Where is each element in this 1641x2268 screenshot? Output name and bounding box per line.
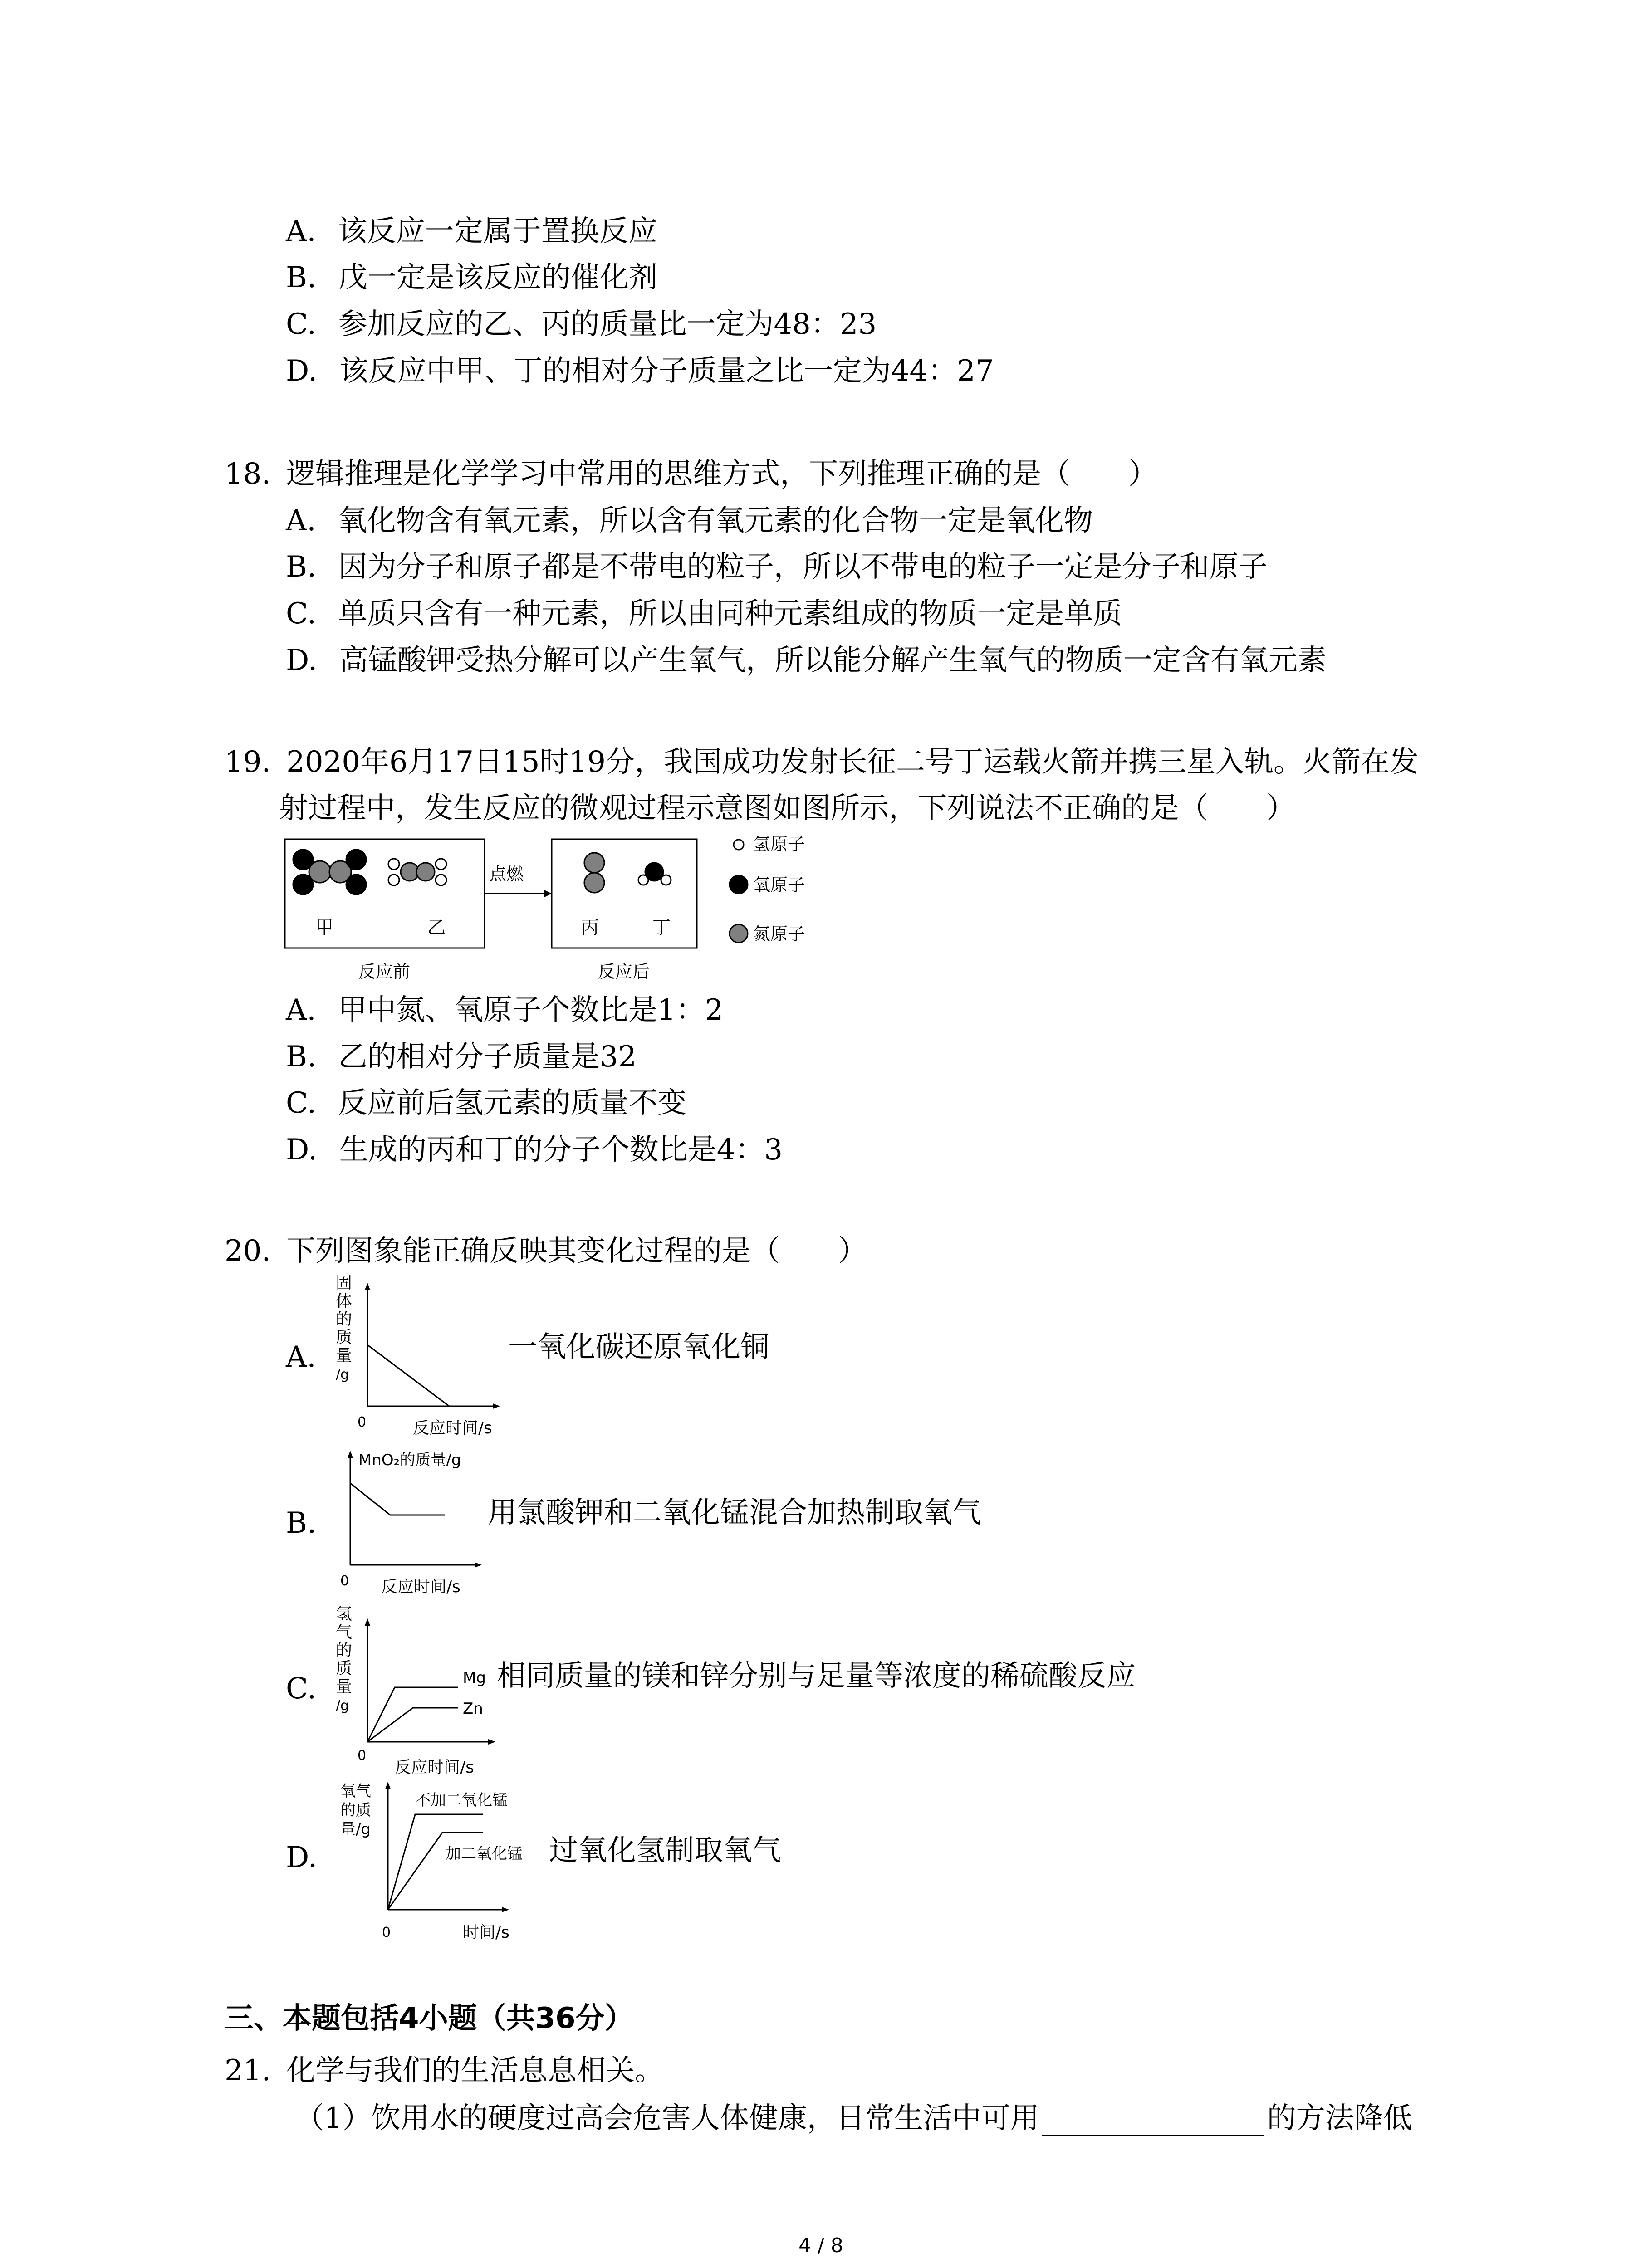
- option-text: 戊一定是该反应的催化剂: [338, 261, 658, 294]
- series-mno2: 加二氧化锰: [446, 1845, 523, 1863]
- q18-option-a: [286, 503, 1093, 539]
- option-text: 反应前后氢元素的质量不变: [338, 1086, 687, 1120]
- label-bing: 丙: [581, 917, 599, 938]
- ylabel-char: 的: [336, 1641, 353, 1660]
- option-label: D.: [286, 354, 318, 388]
- q20-option-d-label: D.: [286, 1841, 318, 1874]
- ylabel-line: 量/g: [340, 1820, 371, 1838]
- q19-option-b: [286, 1039, 637, 1075]
- option-label: A.: [286, 504, 316, 538]
- question-number: 18.: [225, 457, 271, 491]
- question-number: 20.: [225, 1234, 271, 1268]
- graph-a: [327, 1270, 517, 1447]
- ylabel-line: 的质: [340, 1801, 371, 1819]
- q17-option-d: [286, 353, 994, 389]
- molecule-ding: [638, 863, 671, 885]
- sub-question-text: （1）饮用水的硬度过高会危害人体健康，日常生活中可用: [295, 2102, 1039, 2135]
- option-text: 乙的相对分子质量是32: [338, 1040, 637, 1074]
- q19-stem-line1: [225, 744, 1419, 780]
- x-axis-arrow: [502, 1907, 509, 1912]
- molecule-yi: [388, 859, 446, 885]
- legend-oxygen-swatch: [730, 875, 748, 894]
- graph-c: [327, 1601, 508, 1778]
- ylabel-char: 体: [336, 1292, 353, 1310]
- legend: [730, 840, 748, 943]
- legend-nitrogen-swatch: [730, 924, 748, 943]
- y-axis-arrow: [385, 1782, 391, 1789]
- y-axis-arrow: [365, 1283, 370, 1290]
- question-number: 21.: [225, 2054, 271, 2087]
- graph-c-zn-line: [367, 1708, 458, 1742]
- q18-stem: [225, 456, 1157, 492]
- section-title: 三、本题包括4小题（共36分）: [225, 2002, 634, 2035]
- page-number: 4 / 8: [798, 2234, 843, 2257]
- option-label: A.: [286, 993, 316, 1027]
- sub-question-text: 的方法降低: [1267, 2102, 1412, 2135]
- option-label: C.: [286, 308, 317, 341]
- q20-stem: [225, 1233, 867, 1269]
- option-text: 氧化物含有氧元素，所以含有氧元素的化合物一定是氧化物: [338, 504, 1093, 538]
- ylabel-line: 氧气: [340, 1782, 371, 1800]
- q17-option-b: [286, 259, 658, 296]
- option-label: A.: [286, 215, 316, 248]
- origin: 0: [358, 1748, 367, 1764]
- molecule-bing: [584, 853, 604, 893]
- before-box: [285, 839, 485, 948]
- origin: 0: [358, 1414, 367, 1430]
- option-label: D.: [286, 644, 318, 677]
- option-label: D.: [286, 1133, 318, 1167]
- label-ding: 丁: [652, 917, 671, 938]
- q19-option-a: [286, 992, 723, 1028]
- series-no-mno2: 不加二氧化锰: [415, 1791, 508, 1809]
- option-label: B.: [286, 550, 317, 584]
- q20-option-a-text: 一氧化碳还原氧化铜: [508, 1330, 769, 1364]
- arrow-head: [544, 890, 552, 897]
- ylabel-char: 气: [336, 1623, 353, 1642]
- arrow-label: 点燃: [489, 864, 524, 884]
- reaction-micro-diagram: [281, 835, 871, 989]
- legend-hydrogen: 氢原子: [753, 835, 805, 854]
- xlabel: 反应时间/s: [381, 1578, 460, 1596]
- question-text: 逻辑推理是化学学习中常用的思维方式，下列推理正确的是（ ）: [286, 457, 1158, 491]
- q18-option-c: [286, 596, 1122, 632]
- option-text: 参加反应的乙、丙的质量比一定为48：23: [338, 308, 877, 341]
- q17-option-a: [286, 213, 657, 249]
- graph-a-line: [367, 1345, 449, 1406]
- question-text: 下列图象能正确反映其变化过程的是（ ）: [286, 1234, 867, 1268]
- q19-stem-line2: 射过程中，发生反应的微观过程示意图如图所示，下列说法不正确的是（ ）: [279, 792, 1295, 825]
- x-axis-arrow: [493, 1403, 500, 1409]
- graph-c-mg-line: [367, 1687, 458, 1742]
- xlabel: 反应时间/s: [395, 1758, 474, 1777]
- q21-sub1: [295, 2100, 1412, 2136]
- legend-nitrogen: 氮原子: [753, 924, 805, 944]
- legend-hydrogen-swatch: [734, 840, 744, 850]
- xlabel: 反应时间/s: [413, 1419, 492, 1437]
- legend-oxygen: 氧原子: [753, 875, 805, 895]
- origin: 0: [382, 1925, 391, 1941]
- ylabel-char: /g: [336, 1698, 349, 1714]
- ylabel-char: /g: [336, 1367, 349, 1383]
- q18-option-b: [286, 549, 1268, 585]
- caption-before: 反应前: [358, 962, 411, 982]
- ylabel: MnO₂的质量/g: [358, 1451, 461, 1469]
- origin: 0: [340, 1573, 349, 1589]
- option-label: B.: [286, 1040, 317, 1074]
- question-text: 化学与我们的生活息息相关。: [286, 2054, 664, 2087]
- molecule-jia: [293, 850, 366, 894]
- q17-option-c: [286, 306, 877, 342]
- ylabel-char: 质: [336, 1659, 353, 1678]
- option-text: 甲中氮、氧原子个数比是1：2: [338, 993, 724, 1027]
- label-yi: 乙: [427, 917, 446, 938]
- graph-d-mno2-line: [388, 1833, 483, 1910]
- option-label: B.: [286, 261, 317, 294]
- series-zn: Zn: [463, 1700, 483, 1718]
- answer-blank[interactable]: [1042, 2107, 1264, 2136]
- option-label: C.: [286, 597, 317, 631]
- y-axis-arrow: [365, 1618, 370, 1626]
- x-axis-arrow: [475, 1562, 482, 1568]
- q19-option-d: [286, 1132, 783, 1168]
- ylabel-char: 的: [336, 1310, 353, 1329]
- ylabel-char: 质: [336, 1328, 353, 1347]
- caption-after: 反应后: [598, 962, 650, 982]
- ylabel-char: 氢: [336, 1605, 353, 1623]
- q20-option-b-label: B.: [286, 1506, 317, 1540]
- series-mg: Mg: [463, 1669, 486, 1687]
- label-jia: 甲: [315, 917, 333, 938]
- option-text: 高锰酸钾受热分解可以产生氧气，所以能分解产生氧气的物质一定含有氧元素: [339, 644, 1327, 677]
- ylabel-char: 固: [336, 1274, 353, 1292]
- option-text: 单质只含有一种元素，所以由同种元素组成的物质一定是单质: [338, 597, 1122, 631]
- after-box: [552, 839, 697, 948]
- q20-option-b-text: 用氯酸钾和二氧化锰混合加热制取氧气: [488, 1496, 981, 1530]
- q20-option-c-text: 相同质量的镁和锌分别与足量等浓度的稀硫酸反应: [497, 1659, 1136, 1693]
- q19-option-c: [286, 1085, 686, 1121]
- ylabel-char: 量: [336, 1677, 353, 1696]
- q20-option-a-label: A.: [286, 1340, 316, 1374]
- option-label: C.: [286, 1086, 317, 1120]
- q18-option-d: [286, 642, 1327, 679]
- y-axis-arrow: [348, 1451, 353, 1458]
- option-text: 因为分子和原子都是不带电的粒子，所以不带电的粒子一定是分子和原子: [338, 550, 1268, 584]
- ylabel-char: 量: [336, 1346, 353, 1365]
- q20-option-d-text: 过氧化氢制取氧气: [549, 1834, 781, 1867]
- q21-stem: [225, 2053, 664, 2089]
- option-text: 该反应一定属于置换反应: [338, 215, 657, 248]
- option-text: 该反应中甲、丁的相对分子质量之比一定为44：27: [339, 354, 994, 388]
- question-number: 19.: [225, 745, 271, 779]
- graph-d: [327, 1778, 563, 1950]
- x-axis-arrow: [488, 1739, 495, 1745]
- graph-b-line: [350, 1483, 445, 1515]
- option-text: 生成的丙和丁的分子个数比是4：3: [339, 1133, 783, 1167]
- xlabel: 时间/s: [463, 1923, 509, 1942]
- q20-option-c-label: C.: [286, 1672, 317, 1706]
- question-text: 2020年6月17日15时19分，我国成功发射长征二号丁运载火箭并携三星入轨。火箭在发: [286, 745, 1419, 779]
